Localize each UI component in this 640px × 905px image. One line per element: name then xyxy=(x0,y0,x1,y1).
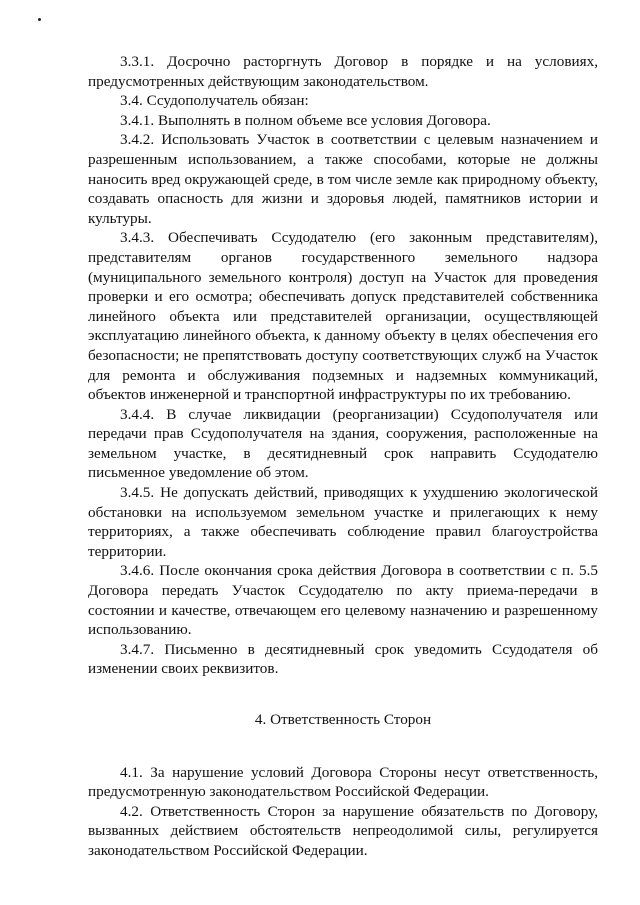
paragraph-3-4-5: 3.4.5. Не допускать действий, приводящих к ухудшению экологической обстановки на используемом земельном участке и прилегающих к нему территориях, а также обеспечивать соблюдение правил благоустройства территории. xyxy=(88,484,598,560)
paragraph-3-4-4: 3.4.4. В случае ликвидации (реорганизации) Ссудополучателя или передачи прав Ссудополучателя на здания, сооружения, расположенные на земельном участке, в десятидневный срок направить Ссудодателю письменное уведомление об этом. xyxy=(88,405,598,482)
paragraph-3-4-2: 3.4.2. Использовать Участок в соответствии с целевым назначением и разрешенным использованием, а также способами, которые не должны наносить вред окружающей среде, в том числе земле как природному объекту, создавать опасность для жизни и здоровья людей, памятников истории и культуры. xyxy=(88,131,598,227)
paragraph-3-3-1: 3.3.1. Досрочно расторгнуть Договор в порядке и на условиях, предусмотренных действующим законодательством. xyxy=(88,53,598,90)
paragraph-3-4-7: 3.4.7. Письменно в десятидневный срок уведомить Ссудодателя об изменении своих реквизитов. xyxy=(88,640,598,678)
section-heading: 4. Ответственность Сторон xyxy=(254,711,432,728)
document-body xyxy=(88,52,598,861)
scan-speck xyxy=(38,18,41,21)
paragraph-3-4-3: 3.4.3. Обеспечивать Ссудодателю (его законным представителям), представителям органов государственного земельного надзора (муниципального земельного контроля) доступ на Участок для проведения проверки и его осмотра; обеспечивать допуск представителей собственника линейного объекта или представителей организации, осуществляющей эксплуатацию линейного объекта, к данному объекту в целях обеспечения его безопасности; не препятствовать доступу соответствующих служб на Участок для ремонта и обслуживания подземных и надземных коммуникаций, объектов инженерной и транспортной инфраструктуры по их требованию. xyxy=(88,229,598,404)
paragraph-3-4-6: 3.4.6. После окончания срока действия Договора в соответствии с п. 5.5 Договора передать Участок Ссудодателю по акту приема-передачи в состоянии и качестве, отвечающем его целевому назначению и разрешенному использованию. xyxy=(88,562,598,639)
paragraph-4-2: 4.2. Ответственность Сторон за нарушение обязательств по Договору, вызванных действием обстоятельств непреодолимой силы, регулируется законодательством Российской Федерации. xyxy=(88,802,598,859)
paragraph-4-1: 4.1. За нарушение условий Договора Стороны несут ответственность, предусмотренную законодательством Российской Федерации. xyxy=(88,763,598,801)
paragraph-3-4: 3.4. Ссудополучатель обязан: xyxy=(120,92,309,110)
paragraph-3-4-1: 3.4.1. Выполнять в полном объеме все условия Договора. xyxy=(120,111,491,129)
